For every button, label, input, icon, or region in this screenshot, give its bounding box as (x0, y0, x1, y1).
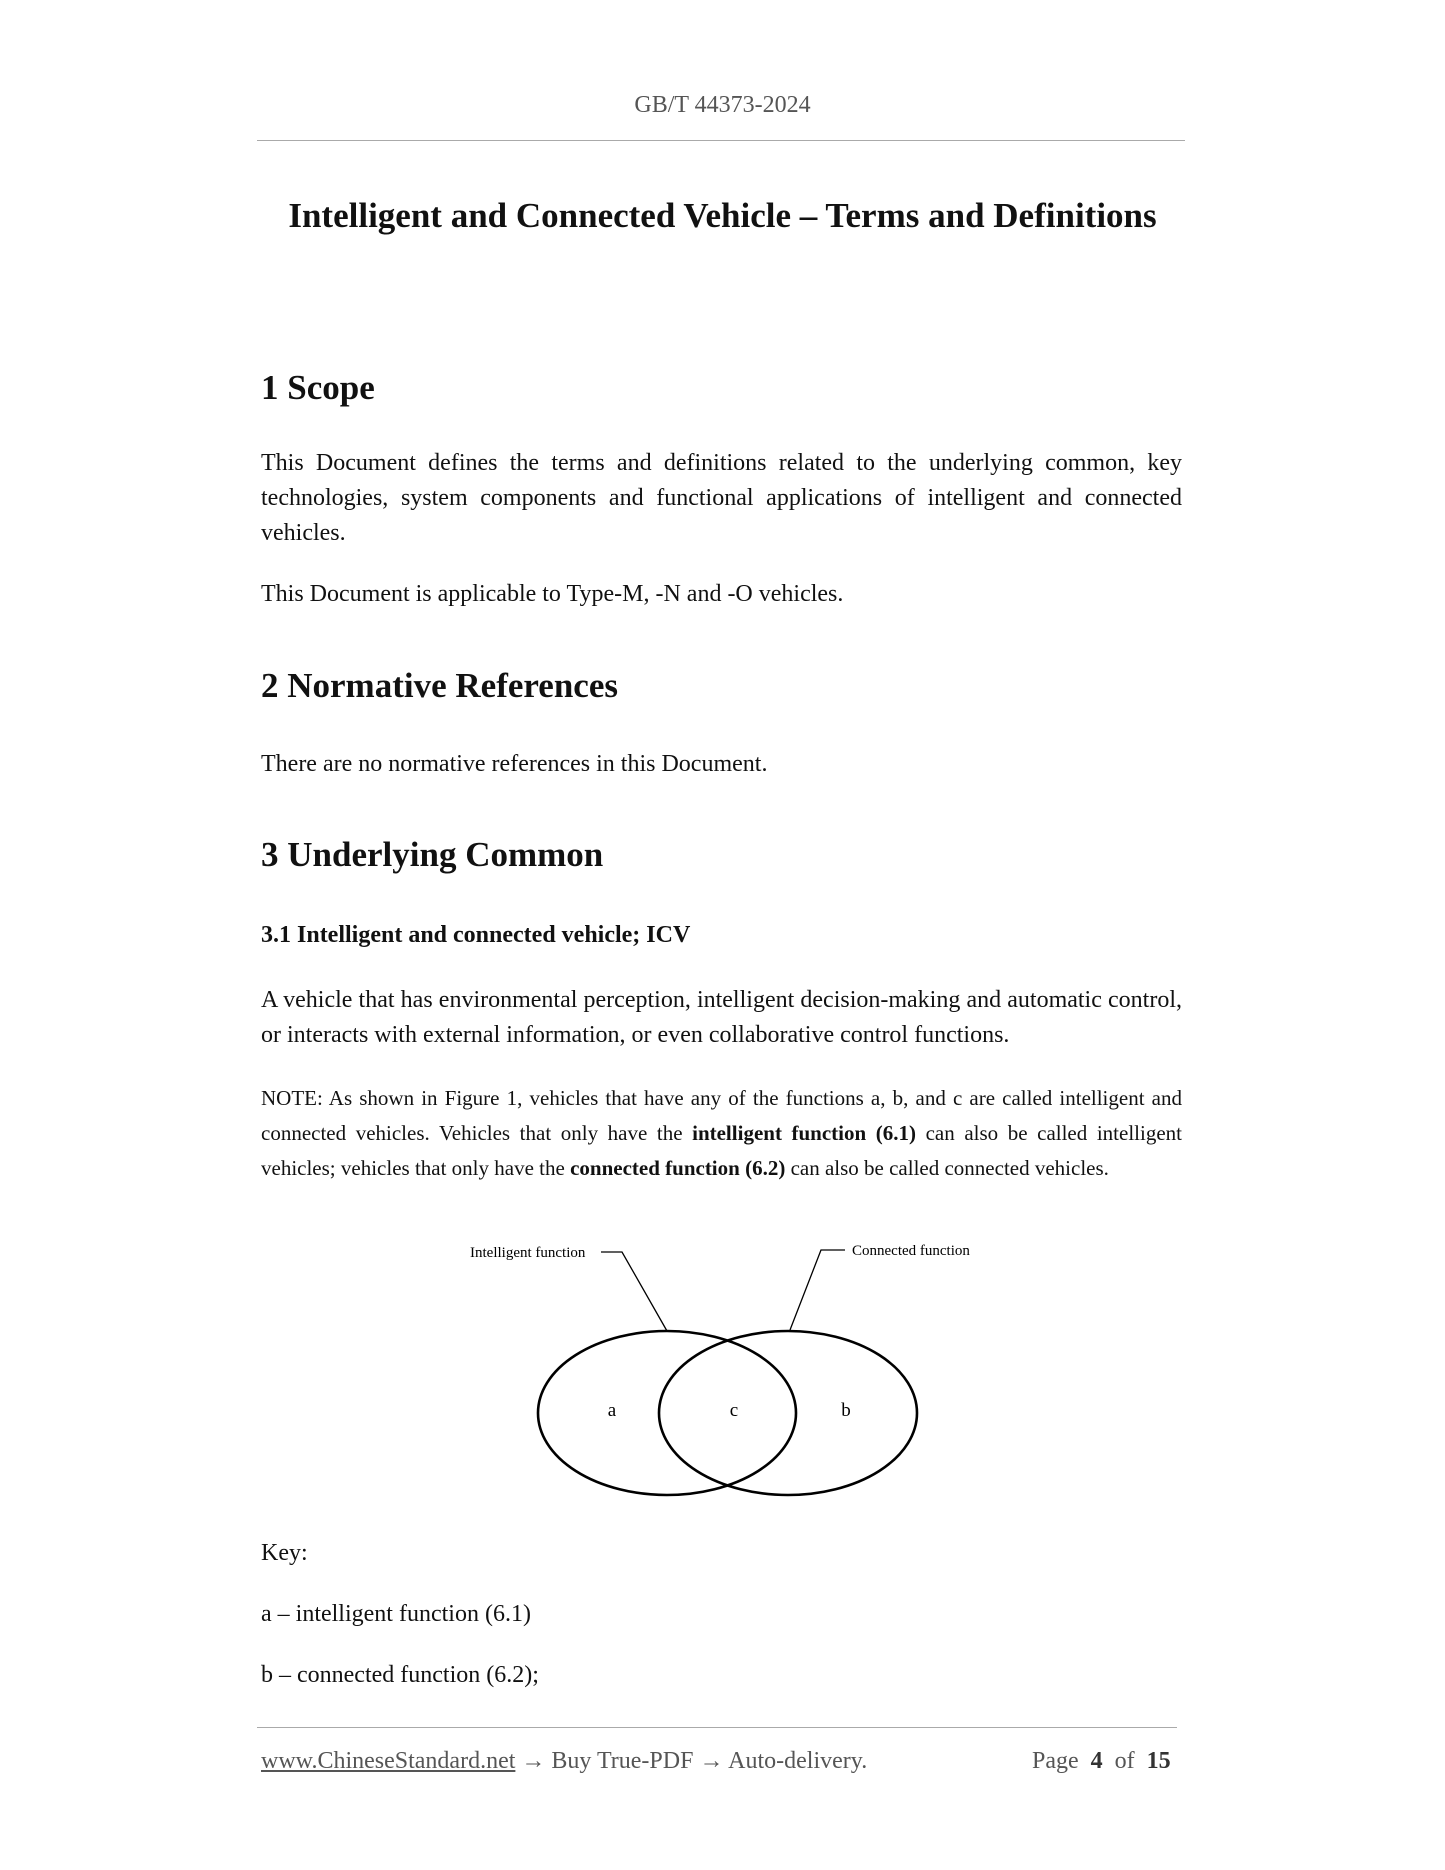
normative-paragraph: There are no normative references in this Document. (261, 751, 768, 777)
term-heading-icv: 3.1 Intelligent and connected vehicle; ICV (261, 922, 691, 948)
current-page: 4 (1090, 1748, 1103, 1774)
key-title: Key: (261, 1540, 308, 1566)
scope-paragraph-1: This Document defines the terms and definitions related to the underlying common, key technologies, system components and functional applications of intelligent and connected vehicles. (261, 450, 1182, 546)
footer-divider (257, 1727, 1177, 1728)
arrow-icon: → (521, 1748, 546, 1774)
scope-paragraph-2: This Document is applicable to Type-M, -N and -O vehicles. (261, 581, 844, 607)
ellipse-connected (659, 1331, 917, 1495)
note-text-1: NOTE: As shown in Figure 1, vehicles that have any of the functions a, b, and c are called intelligent and connected vehicles. Vehicles that only have the (261, 1086, 1182, 1145)
note-text-2: can also be called intelligent vehicles; vehicles that only have the (261, 1121, 1182, 1180)
leader-line-intelligent (601, 1252, 667, 1331)
footer-promo (261, 1748, 867, 1775)
ellipse-intelligent (538, 1331, 796, 1495)
of-word: of (1114, 1748, 1135, 1774)
leader-line-connected (790, 1250, 845, 1330)
icv-definition: A vehicle that has environmental perception, intelligent decision-making and automatic control, or interacts with external information, or even collaborative control functions. (261, 987, 1182, 1048)
footer-buy-text: Buy True-PDF (551, 1748, 694, 1774)
footer-website-link[interactable]: www.ChineseStandard.net (261, 1748, 516, 1774)
section-heading-underlying-common: 3 Underlying Common (261, 835, 604, 874)
page-word: Page (1032, 1748, 1079, 1774)
section-heading-normative-references: 2 Normative References (261, 666, 618, 705)
icv-note (261, 1081, 1182, 1186)
venn-diagram-figure (440, 1225, 1000, 1505)
label-intelligent-function: Intelligent function (470, 1245, 586, 1261)
page-number (1032, 1748, 1171, 1775)
note-bold-intelligent-function: intelligent function (6.1) (692, 1121, 917, 1145)
note-text-3: can also be called connected vehicles. (785, 1156, 1109, 1180)
arrow-icon: → (699, 1748, 724, 1774)
section-heading-scope: 1 Scope (261, 368, 375, 407)
header-divider (257, 140, 1185, 141)
key-item-b: b – connected function (6.2); (261, 1662, 539, 1688)
key-item-a: a – intelligent function (6.1) (261, 1601, 531, 1627)
document-title: Intelligent and Connected Vehicle – Terms and Definitions (288, 196, 1157, 235)
region-b-label: b (841, 1400, 851, 1421)
page-header-code: GB/T 44373-2024 (634, 92, 811, 118)
region-a-label: a (607, 1400, 617, 1421)
footer-delivery-text: Auto-delivery. (728, 1748, 868, 1774)
note-bold-connected-function: connected function (6.2) (570, 1156, 786, 1180)
region-c-label: c (729, 1400, 739, 1421)
total-pages: 15 (1146, 1748, 1171, 1774)
label-connected-function: Connected function (852, 1243, 970, 1259)
